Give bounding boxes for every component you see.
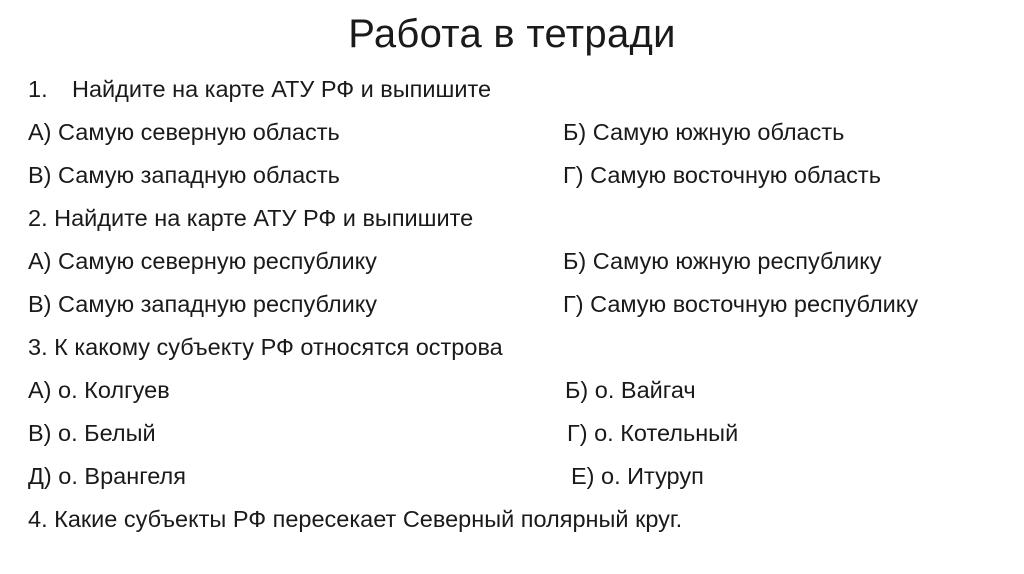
q1-option-b: Б) Самую южную область	[563, 119, 845, 145]
q3-option-g: Г) о. Котельный	[567, 420, 739, 446]
q1-number: 1.	[28, 76, 48, 102]
q2-option-a: А) Самую северную республику	[28, 248, 377, 274]
q3-option-v: В) о. Белый	[28, 420, 156, 446]
q2-option-g: Г) Самую восточную республику	[563, 291, 919, 317]
q3-option-b: Б) о. Вайгач	[565, 377, 696, 403]
q2-option-b: Б) Самую южную республику	[563, 248, 882, 274]
q1-option-a: А) Самую северную область	[28, 119, 340, 145]
q1-option-g: Г) Самую восточную область	[563, 162, 881, 188]
q1-text: Найдите на карте АТУ РФ и выпишите	[72, 76, 492, 102]
q3-text: 3. К какому субъекту РФ относятся острова	[28, 334, 503, 360]
q3-option-a: А) о. Колгуев	[28, 377, 170, 403]
q2-option-v: В) Самую западную республику	[28, 291, 378, 317]
q2-text: 2. Найдите на карте АТУ РФ и выпишите	[28, 205, 474, 231]
q1-option-v: В) Самую западную область	[28, 162, 340, 188]
q4-text: 4. Какие субъекты РФ пересекает Северный полярный круг.	[28, 506, 683, 532]
slide-title: Работа в тетради	[348, 12, 676, 56]
q3-option-d: Д) о. Врангеля	[28, 463, 186, 489]
q3-option-e: Е) о. Итуруп	[571, 463, 704, 489]
